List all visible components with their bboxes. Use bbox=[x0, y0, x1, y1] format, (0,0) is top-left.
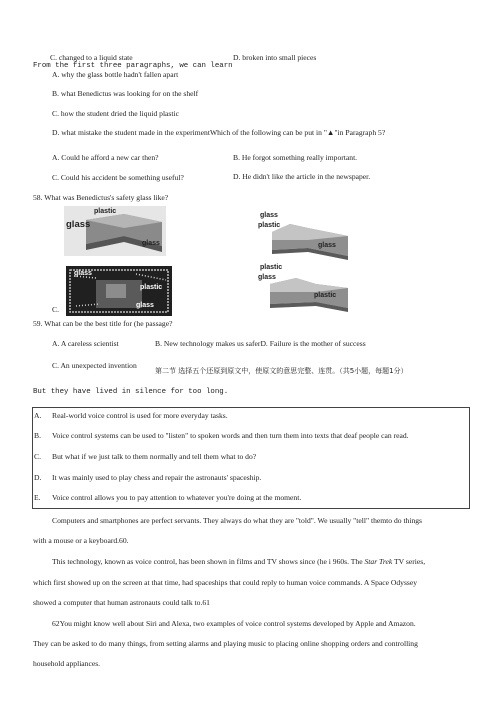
figure-option-d bbox=[256, 262, 352, 314]
para5-option-a: A. Could he afford a new car then? bbox=[52, 153, 159, 162]
q59-question: 59. What can be the best title for (he passage? bbox=[33, 319, 173, 328]
passage-intro: But they have lived in silence for too long. bbox=[33, 388, 229, 396]
q59-option-c: C. An unexpected invention bbox=[52, 361, 137, 370]
paragraph-3-line-3: household appliances. bbox=[33, 659, 101, 668]
paragraph-2-line-1-post: TV series, bbox=[392, 557, 426, 566]
para5-option-b: B. He forgot something really important. bbox=[233, 153, 358, 162]
paragraph-1-line-1: Computers and smartphones are perfect servants. They always do what they are "told". We usually "tell" themto do things bbox=[52, 516, 423, 525]
box-option-c-text: But what if we just talk to them normally and tell them what to do? bbox=[52, 452, 257, 461]
para5-option-d: D. He didn't like the article in the newspaper. bbox=[233, 172, 371, 181]
figure-option-b bbox=[256, 210, 352, 262]
q58-option-c-label: C. bbox=[52, 305, 59, 314]
figure-c-glass-label-1: glass bbox=[74, 270, 92, 277]
q57-item-b: B. what Benedictus was looking for on the shelf bbox=[52, 89, 199, 98]
q59-option-a: A. A careless scientist bbox=[52, 339, 119, 348]
box-option-b-text: Voice control systems can be used to "listen" to spoken words and then turn them into texts that deaf people can read. bbox=[52, 431, 409, 440]
q58-question: 58. What was Benedictus's safety glass like? bbox=[33, 193, 169, 202]
figure-a-glass-label-2: glass bbox=[142, 240, 160, 247]
figure-option-c bbox=[66, 266, 172, 316]
box-option-a-text: Real-world voice control is used for more everyday tasks. bbox=[52, 411, 228, 420]
figure-b-plastic-label: plastic bbox=[258, 222, 281, 229]
paragraph-2-line-1 bbox=[52, 557, 425, 566]
paragraph-1-line-2: with a mouse or a keyboard.60. bbox=[33, 536, 129, 545]
paragraph-3-line-1: 62You might know well about Siri and Alexa, two examples of voice control systems developed by Apple and Amazon. bbox=[52, 619, 416, 628]
q57-option-d: D. broken into small pieces bbox=[233, 53, 317, 62]
figure-d-plastic-label-2: plastic bbox=[314, 292, 337, 299]
figure-option-a bbox=[64, 206, 166, 256]
box-option-d-letter: D. bbox=[34, 473, 42, 482]
figure-b-glass-label-2: glass bbox=[318, 242, 336, 249]
box-option-e-letter: E. bbox=[34, 493, 41, 502]
box-option-a-letter: A. bbox=[34, 411, 42, 420]
figure-d-glass-label: glass bbox=[258, 274, 276, 281]
star-trek-title: Star Trek bbox=[364, 557, 393, 566]
para5-option-c: C. Could his accident be something useful? bbox=[52, 173, 184, 182]
paragraph-2-line-3: showed a computer that human astronauts could talk to.61 bbox=[33, 598, 210, 607]
figure-a-plastic-label: plastic bbox=[94, 208, 117, 215]
paragraph-2-line-2: which first showed up on the screen at that time, had spaceships that could reply to human voice commands. A Space Odyssey bbox=[33, 578, 418, 587]
box-option-e-text: Voice control allows you to pay attention to whatever you're doing at the moment. bbox=[52, 493, 302, 502]
box-option-c-letter: C. bbox=[34, 452, 41, 461]
box-option-b-letter: B. bbox=[34, 431, 41, 440]
q57-item-c: C. how the student dried the liquid plastic bbox=[52, 109, 179, 118]
q57-option-c: C. changed to a liquid state bbox=[50, 53, 133, 62]
figure-b-glass-label-1: glass bbox=[260, 212, 278, 219]
paragraph-3-line-2: They can be asked to do many things, from setting alarms and playing music to placing online shopping orders and controlling bbox=[33, 639, 418, 648]
q57-item-d: D. what mistake the student made in the experimentWhich of the following can be put in "▲"in Paragraph 5? bbox=[52, 128, 386, 137]
figure-c-plastic-label: plastic bbox=[140, 284, 163, 291]
figure-d-plastic-label-1: plastic bbox=[260, 264, 283, 271]
section-2-instructions: 第二节 选择五个还原到原文中，使原文的意思完整、连贯。（共5小题，每题1分） bbox=[155, 367, 408, 375]
q57-intro: From the first three paragraphs, we can learn bbox=[33, 62, 233, 70]
q57-item-a: A. why the glass bottle hadn't fallen apart bbox=[52, 70, 179, 79]
q59-option-b: B. New technology makes us saferD. Failure is the mother of success bbox=[155, 339, 366, 348]
figure-c-glass-label-2: glass bbox=[136, 302, 154, 309]
box-option-d-text: It was mainly used to play chess and repair the astronauts' spaceship. bbox=[52, 473, 262, 482]
paragraph-2-line-1-pre: This technology, known as voice control, has been shown in films and TV shows since (he i 960s. The bbox=[52, 557, 365, 566]
figure-a-glass-label-1: glass bbox=[66, 219, 91, 230]
